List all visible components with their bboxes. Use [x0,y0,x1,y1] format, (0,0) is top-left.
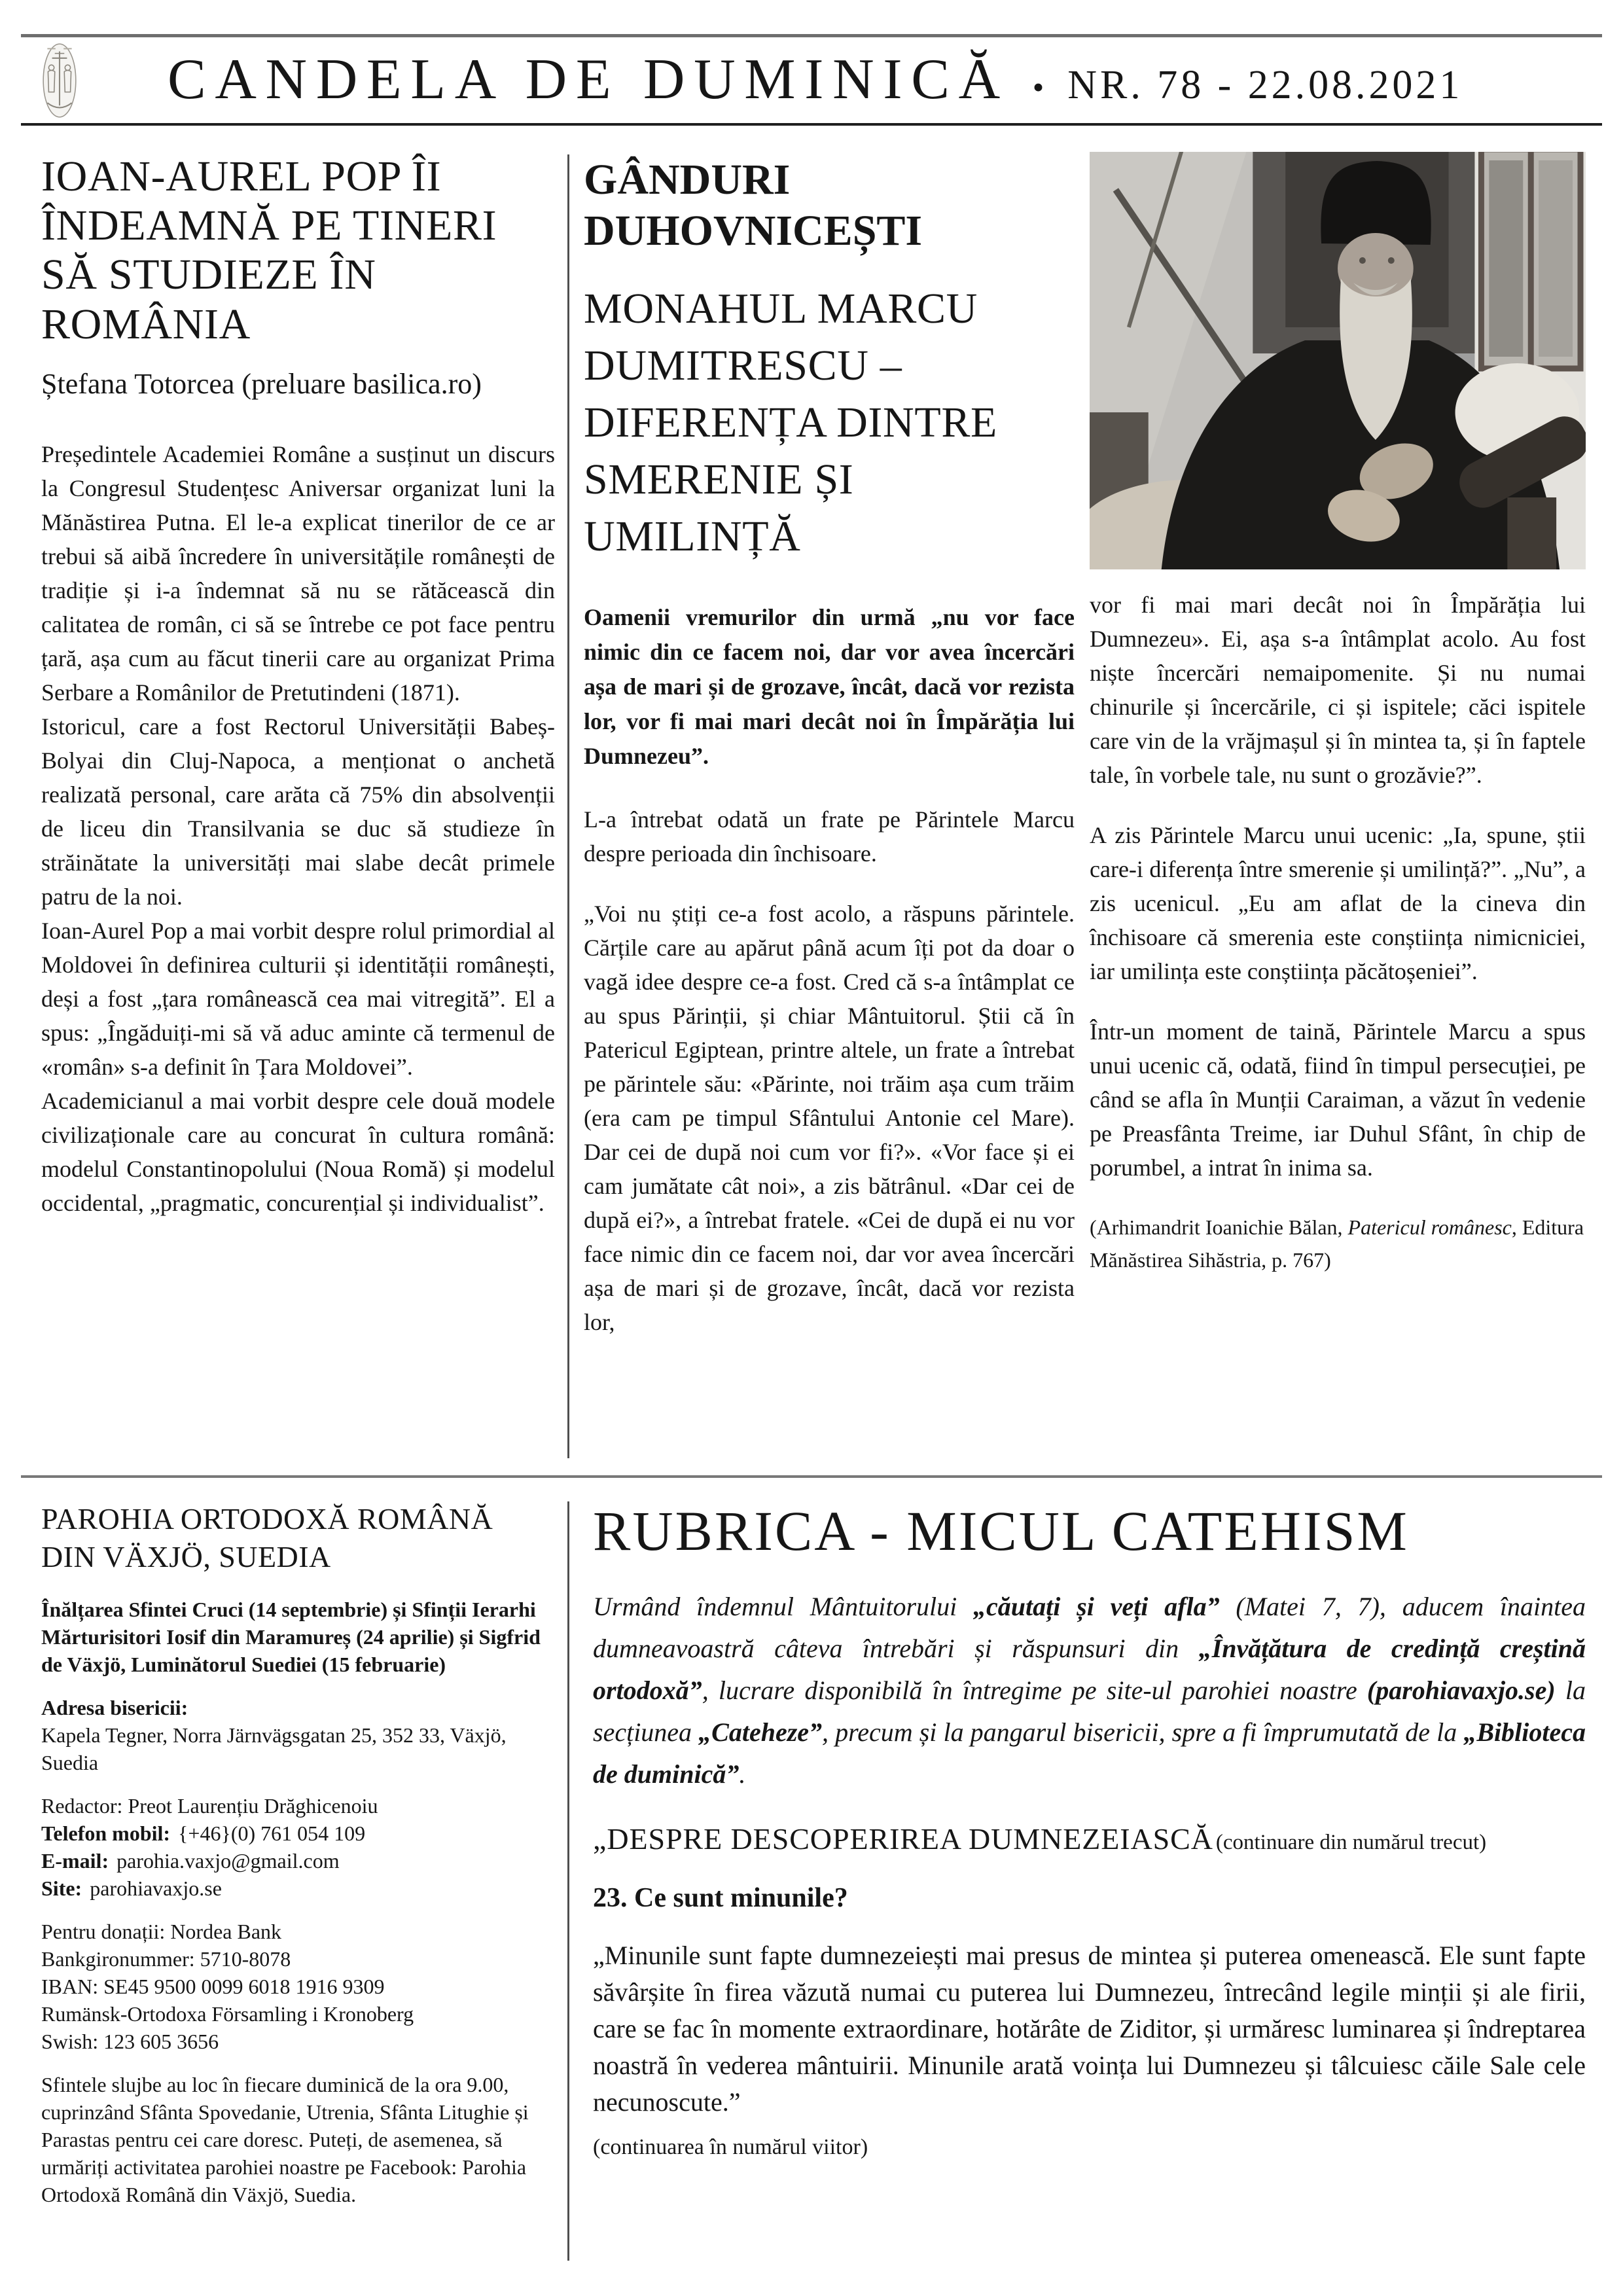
text-segment: Urmând îndemnul Mântuitorului [593,1591,974,1621]
email-value: parohia.vaxjo@gmail.com [116,1848,340,1873]
address-value: Kapela Tegner, Norra Järnvägsgatan 25, 352 33, Växjö, Suedia [41,1723,507,1774]
parish-title: PAROHIA ORTODOXĂ ROMÂNĂ DIN VÄXJÖ, SUEDIA [41,1502,493,1573]
site-line [41,1874,555,1902]
catechism-question: 23. Ce sunt minunile? [593,1882,848,1913]
paragraph: Pentru donații: Nordea Bank [41,1919,282,1943]
rubrica-heading-note: (continuare din numărul trecut) [1215,1830,1487,1854]
top-divider [21,34,1602,37]
article-right [1090,152,1586,1471]
parish-contact-block [41,1792,555,1902]
text-segment: Patericul românesc [1347,1215,1512,1239]
text-segment: , precum și la pangarul bisericii, spre a fi împrumutată de la [822,1717,1464,1747]
rubrica-section [593,1500,1586,2286]
section-divider [21,1475,1602,1478]
services-info: Sfintele slujbe au loc în fiecare duminică de la ora 9.00, cuprinzând Sfânta Spovedanie, Utrenia, Sfânta Litughie și Parastas pentru cei care doresc. Puteți, de asemenea, să urmăriți activitatea parohiei noastre pe Facebook: Parohia Ortodoxă Română din Växjö, Suedia. [41,2072,529,2206]
article-body [584,802,1075,1339]
text-segment: (Matei 7, 7), aducem înaintea dumneavoastră câteva întrebări și răspunsuri din [593,1591,1586,1663]
text-segment: . [739,1759,746,1789]
parish-info [41,1500,555,2286]
paragraph: L-a întrebat odată un frate pe Părintele Marcu despre perioada din închisoare. [584,806,1075,867]
paragraph: Academicianul a mai vorbit despre cele două modele civilizaționale care au concurat în cultura română: modelul Constantinopolului (Noua Romă) și modelul occidental, „pragmatic, concurențial și individualist”. [41,1087,555,1216]
paragraph: IBAN: SE45 9500 0099 6018 1916 9309 [41,1974,385,1998]
paragraph: vor fi mai mari decât noi în Împărăția lui Dumnezeu». Ei, așa s-a întâmplat acolo. Au fost niște încercări nemaipomenite. Și nu numai chinurile și încercările, ci și ispitele; căci ispitele care vin de la vrăjmașul și în mintea ta, și în faptele tale, în vorbele tale, nu sunt o grozăvie?”. [1090,592,1586,788]
text-segment: (parohiavaxjo.se) [1366,1675,1556,1705]
catechism-answer: „Minunile sunt fapte dumnezeiești mai presus de mintea și puterea omenească. Ele sunt fapte săvârșite în firea văzută numai cu puterea lui Dumnezeu, întrecând legile minții și ale firii, care se fac în momente extraordinare, hotărâte de Ziditor, și urmăresc luminarea și îndreptarea noastră în vederea mântuirii. Minunile arată voința lui Dumnezeu și tâlcuiesc căile Sale cele necunoscute.” [593,1940,1586,2117]
phone-value: {+46}(0) 761 054 109 [178,1821,366,1845]
paragraph: Într-un moment de taină, Părintele Marcu a spus unui ucenic că, odată, fiind în timpul persecuției, pe când se afla în Munții Caraiman, a văzut în vedenie pe Preasfânta Treime, iar Duhul Sfânt, în chip de porumbel, a intrat în inima sa. [1090,1018,1586,1181]
editor-line: Redactor: Preot Laurențiu Drăghicenoiu [41,1793,378,1818]
text-segment: „Învățătura de credință creștină ortodoxă” [593,1633,1586,1705]
parish-feasts: Înălțarea Sfintei Cruci (14 septembrie) și Sfinții Ierarhi Mărturisitori Iosif din Maramureș (24 aprilie) și Sigfrid de Växjö, Luminătorul Suediei (15 februarie) [41,1597,541,1676]
parish-emblem-logo [42,42,77,119]
newsletter-title: CANDELA DE DUMINICĂ [168,48,1009,111]
continuation-note: (continuarea în numărul viitor) [593,2134,868,2159]
paragraph: Swish: 123 605 3656 [41,2029,219,2053]
address-label: Adresa bisericii: [41,1695,188,1719]
paragraph: Președintele Academiei Române a susținut un discurs la Congresul Studențesc Aniversar organizat luni la Mănăstirea Putna. El le-a explicat tinerilor de ce ar trebui să aibă încredere în universitățile românești de tradiție și i-a îndemnat să nu se rătăcească din calitatea de român, ci să se întrebe ce pot face pentru țară, așa cum au făcut tinerii care au organizat Prima Serbare a Românilor de Pretutindeni (1871). [41,440,555,706]
article-title: IOAN-AUREL POP ÎI ÎNDEAMNĂ PE TINERI SĂ STUDIEZE ÎN ROMÂNIA [41,152,497,348]
paragraph: Rumänsk-Ortodoxa Församling i Kronoberg [41,2001,414,2026]
rubrica-title: RUBRICA - MICUL CATEHISM [593,1500,1409,1562]
donations-block [41,1918,555,2055]
rubrica-intro [593,1586,1586,1795]
phone-label: Telefon mobil: [41,1821,171,1845]
byline: Ștefana Totorcea (preluare basilica.ro) [41,367,482,400]
paragraph: „Voi nu știți ce-a fost acolo, a răspuns părintele. Cărțile care au apărut până acum îți pot da doar o vagă idee despre ce-a fost. Cred că s-a întâmplat ce au spus Părinții, și chiar Mântuitorul. Știi că în Patericul Egiptean, printre altele, un frate a întrebat pe părintele său: «Părinte, noi trăim așa cum trăim (era cam pe timpul Sfântului Antonie cel Mare). Dar cei de după noi cum vor fi?». «Vor face și ei cam jumătate cât noi», a zis bătrânul. «Dar cei de după ei?», a întrebat fratele. «Cei de după ei nu vor face nimic din ce facem noi, dar vor avea încercări așa de mari și de grozave, încât, dacă vor rezista lor, [584,901,1075,1336]
article-subtitle: MONAHUL MARCU DUMITRESCU – DIFERENȚA DINTRE SMERENIE ȘI UMILINȚĂ [584,284,998,561]
masthead-divider [21,123,1602,126]
section-kicker: GÂNDURI DUHOVNICEȘTI [584,156,923,255]
lead-paragraph: Oamenii vremurilor din urmă „nu vor face nimic din ce facem noi, dar vor avea încercări așa de mari și de grozave, încât, dacă vor rezista lor, vor fi mai mari decât noi în Împărăția lui Dumnezeu”. [584,604,1075,770]
phone-line [41,1820,555,1847]
text-segment: (Arhimandrit Ioanichie Bălan, [1090,1215,1348,1239]
article-left [41,152,555,1471]
masthead [168,39,1463,120]
article-body [1090,588,1586,1185]
rubrica-heading: „DESPRE DESCOPERIREA DUMNEZEIASCĂ [593,1821,1213,1856]
site-label: Site: [41,1876,82,1900]
paragraph: Istoricul, care a fost Rectorul Universității Babeș-Bolyai din Cluj-Napoca, a menționat o anchetă realizată personal, care arăta că 75% din absolvenții de liceu din Transilvania se duc să studieze în străinătate la universități mai slabe decât primele patru de la noi. [41,713,555,910]
text-segment: la secțiunea [593,1675,1586,1747]
article-middle [584,152,1075,1471]
text-segment: , Editura Mănăstirea Sihăstria, p. 767) [1090,1215,1584,1272]
bullet-separator: • [1032,69,1044,105]
text-segment: „Cateheze” [698,1717,823,1747]
paragraph: Bankgironummer: 5710-8078 [41,1946,291,1971]
email-line [41,1847,555,1874]
source-citation [1090,1211,1586,1276]
paragraph: Ioan-Aurel Pop a mai vorbit despre rolul primordial al Moldovei în definirea culturii și identității românești, deși a fost „țara românească cea mai vitregită”. El a spus: „Îngăduiți-mi să vă aduc aminte că termenul de «român» s-a definit în Țara Moldovei”. [41,917,555,1080]
text-segment: , lucrare disponibilă în întregime pe site-ul parohiei noastre [702,1675,1367,1705]
main-articles [41,152,1586,1471]
bottom-sections [41,1500,1586,2286]
issue-number-date: NR. 78 - 22.08.2021 [1067,63,1463,107]
paragraph: A zis Părintele Marcu unui ucenic: „Ia, spune, știi care-i diferența între smerenie și umilință?”. „Nu”, a zis ucenicul. „Eu am aflat de la cineva din închisoare că smerenia este conștiința nimicniciei, iar umilința este conștiința păcătoșeniei”. [1090,822,1586,984]
text-segment: „căutați și veți afla” [973,1591,1220,1621]
article-body [41,437,555,1220]
monk-photo [1090,152,1586,569]
rubrica-heading-line [593,1821,1586,1856]
email-label: E-mail: [41,1848,109,1873]
parish-address-block [41,1694,555,1776]
text-segment: „Biblioteca de duminică” [593,1717,1586,1789]
site-value: parohiavaxjo.se [90,1876,222,1900]
